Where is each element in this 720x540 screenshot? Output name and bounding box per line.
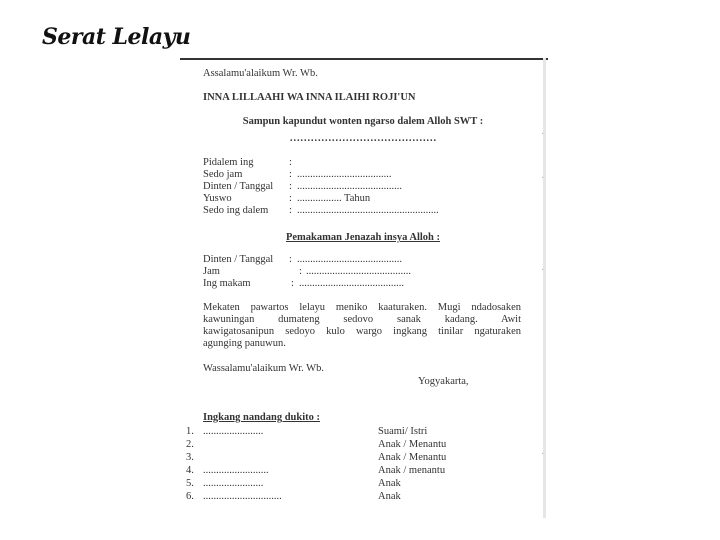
paragraph-line: kawuningan dumateng sedovo sanak kadang. Awit (203, 314, 521, 325)
field-colon: : (289, 157, 292, 168)
field-colon: : (289, 254, 292, 265)
scan-edge-mark: · (541, 128, 545, 139)
list-number: 4. (186, 465, 194, 476)
field-label: Sedo jam (203, 169, 243, 180)
field-colon: : (299, 266, 302, 277)
bereaved-heading: Ingkang nandang dukito : (203, 412, 321, 423)
letter-heading: INNA LILLAAHI WA INNA ILAIHI ROJI'UN (203, 92, 416, 103)
field-value: ........................................ (299, 278, 404, 289)
list-number: 2. (186, 439, 194, 450)
field-colon: : (291, 278, 294, 289)
list-relation: Suami/ Istri (378, 426, 428, 437)
list-dots: ....................... (203, 426, 264, 437)
list-relation: Anak (378, 478, 401, 489)
burial-heading: Pemakaman Jenazah insya Alloh : (285, 232, 440, 243)
list-dots: .............................. (203, 491, 282, 502)
field-value: .................................... (297, 169, 392, 180)
paragraph-last-line: agunging panuwun. (203, 338, 286, 349)
field-label: Dinten / Tanggal (203, 254, 274, 265)
top-border-line (180, 58, 548, 60)
field-label: Sedo ing dalem (203, 205, 269, 216)
field-label: Ing makam (203, 278, 251, 289)
field-value: ........................................ (306, 266, 411, 277)
greeting: Assalamu'alaikum Wr. Wb. (203, 68, 318, 79)
city-date: Yogyakarta, (418, 376, 469, 387)
field-value: ...................................................... (297, 205, 439, 216)
list-relation: Anak / Menantu (378, 439, 447, 450)
scan-edge-mark: · (541, 448, 545, 459)
field-label: Jam (203, 266, 220, 277)
field-colon: : (289, 205, 292, 216)
list-number: 5. (186, 478, 194, 489)
field-label: Dinten / Tanggal (203, 181, 274, 192)
field-label: Yuswo (203, 193, 232, 204)
paragraph-line: kawigatosanipun sedoyo kulo wargo ingkang tinilar ngaturaken (203, 326, 521, 337)
scan-edge-mark: · (541, 264, 545, 275)
paragraph-line: Mekaten pawartos lelayu meniko kaaturaken. Mugi ndadosaken (203, 302, 521, 313)
field-colon: : (289, 193, 292, 204)
field-value: ................. Tahun (297, 193, 371, 204)
scan-edge-mark: · (541, 172, 545, 183)
slide-title: Serat Lelayu (42, 24, 191, 50)
closing: Wassalamu'alaikum Wr. Wb. (203, 363, 324, 374)
field-colon: : (289, 181, 292, 192)
field-label: Pidalem ing (203, 157, 254, 168)
field-value: ........................................ (297, 181, 402, 192)
deceased-name-blank: …………………………………… (289, 133, 437, 144)
list-relation: Anak / Menantu (378, 452, 447, 463)
list-relation: Anak / menantu (378, 465, 446, 476)
field-colon: : (289, 169, 292, 180)
letter-subheading: Sampun kapundut wonten ngarso dalem Alloh SWT : (242, 116, 484, 127)
list-dots: ......................... (203, 465, 269, 476)
list-number: 6. (186, 491, 194, 502)
list-number: 3. (186, 452, 194, 463)
list-dots: ....................... (203, 478, 264, 489)
list-number: 1. (186, 426, 194, 437)
list-relation: Anak (378, 491, 401, 502)
field-value: ........................................ (297, 254, 402, 265)
